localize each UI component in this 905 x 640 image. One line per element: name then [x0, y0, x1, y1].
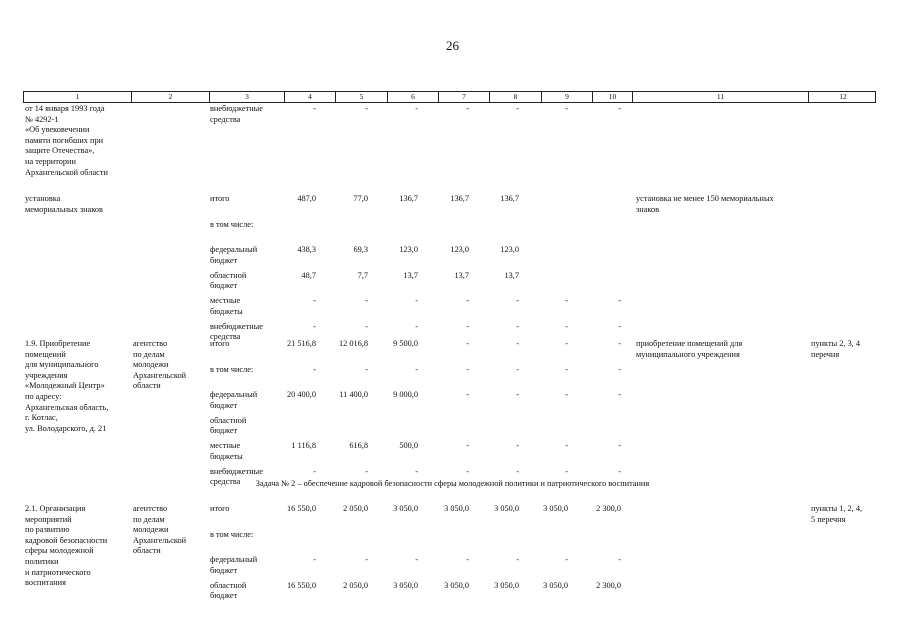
- funding-value-col-5: -: [365, 104, 368, 113]
- funding-value-col-4: -: [313, 555, 316, 564]
- funding-value-col-9: -: [565, 466, 568, 476]
- program-table: [23, 91, 876, 103]
- funding-value-col-7: -: [466, 339, 469, 348]
- funding-value-col-5: 77,0: [353, 194, 368, 203]
- funding-value-col-6: -: [415, 321, 418, 331]
- funding-source-label: федеральный бюджет: [210, 555, 258, 575]
- funding-value-col-10: -: [618, 441, 621, 450]
- funding-value-col-5: -: [365, 364, 368, 374]
- funding-value-col-4: 1 116,8: [291, 441, 316, 450]
- funding-value-col-9: -: [565, 364, 568, 374]
- funding-value-col-6: 500,0: [399, 441, 418, 450]
- funding-value-col-7: 13,7: [454, 270, 469, 280]
- header-col-4: 4: [284, 92, 335, 102]
- funding-value-col-7: -: [466, 555, 469, 564]
- funding-value-col-6: 123,0: [399, 245, 418, 254]
- funding-value-col-6: -: [415, 364, 418, 374]
- funding-value-col-5: 12 016,8: [338, 339, 368, 348]
- funding-value-col-7: 3 050,0: [444, 580, 469, 590]
- funding-value-col-6: -: [415, 296, 418, 305]
- funding-value-col-5: 2 050,0: [343, 580, 368, 590]
- page-number: 26: [446, 38, 459, 53]
- list-reference: пункты 2, 3, 4 перечня: [811, 339, 860, 359]
- funding-value-col-8: 3 050,0: [494, 580, 519, 590]
- funding-value-col-9: -: [565, 296, 568, 305]
- funding-source-label: местные бюджеты: [210, 296, 243, 316]
- funding-value-col-10: 2 300,0: [596, 504, 621, 513]
- funding-value-col-4: -: [313, 296, 316, 305]
- funding-value-col-5: 616,8: [349, 441, 368, 450]
- funding-value-col-8: -: [516, 390, 519, 399]
- funding-value-col-8: -: [516, 555, 519, 564]
- funding-value-col-4: 48,7: [301, 270, 316, 280]
- funding-value-col-6: 3 050,0: [393, 504, 418, 513]
- funding-value-col-6: 3 050,0: [393, 580, 418, 590]
- funding-value-col-5: -: [365, 296, 368, 305]
- funding-source-label: местные бюджеты: [210, 441, 243, 461]
- funding-value-col-6: -: [415, 466, 418, 476]
- funding-value-col-7: 123,0: [450, 245, 469, 254]
- expected-result: приобретение помещений для муниципального учреждения: [636, 339, 743, 359]
- funding-source-label: в том числе:: [210, 219, 254, 229]
- funding-value-col-4: -: [313, 466, 316, 476]
- funding-value-col-4: -: [313, 364, 316, 374]
- funding-value-col-8: -: [516, 364, 519, 374]
- header-col-7: 7: [438, 92, 489, 102]
- header-col-11: 11: [632, 92, 808, 102]
- funding-value-col-4: 487,0: [297, 194, 316, 203]
- funding-value-col-7: -: [466, 104, 469, 113]
- funding-value-col-10: -: [618, 466, 621, 476]
- funding-value-col-10: -: [618, 364, 621, 374]
- list-reference: пункты 1, 2, 4, 5 перечня: [811, 504, 863, 524]
- funding-value-col-5: 2 050,0: [343, 504, 368, 513]
- funding-value-col-9: 3 050,0: [543, 504, 568, 513]
- column-number-header: [23, 91, 876, 103]
- funding-value-col-8: 13,7: [504, 270, 519, 280]
- funding-value-col-7: 3 050,0: [444, 504, 469, 513]
- funding-value-col-5: 11 400,0: [339, 390, 368, 399]
- funding-value-col-10: -: [618, 296, 621, 305]
- funding-value-col-4: 20 400,0: [286, 390, 316, 399]
- funding-source-label: областной бюджет: [210, 415, 247, 436]
- header-col-1: 1: [75, 92, 80, 101]
- funding-value-col-4: 16 550,0: [286, 504, 316, 513]
- funding-value-col-4: -: [313, 321, 316, 331]
- funding-source-label: внебюджетные средства: [210, 104, 263, 124]
- measure-description: 2.1. Организация мероприятий по развитию кадровой безопасности сферы молодежной политики и патриотического воспитания: [25, 504, 108, 588]
- funding-source-label: в том числе:: [210, 529, 254, 539]
- funding-value-col-6: 13,7: [403, 270, 418, 280]
- header-col-10: 10: [592, 92, 632, 102]
- funding-value-col-7: -: [466, 466, 469, 476]
- funding-value-col-8: 136,7: [500, 194, 519, 203]
- measure-description: 1.9. Приобретение помещений для муниципального учреждения «Молодежный Центр» по адресу: Архангельская область, г. Котлас, ул. Володарского, д. 21: [25, 339, 109, 433]
- funding-source-label: итого: [210, 194, 230, 203]
- funding-value-col-9: -: [565, 321, 568, 331]
- funding-value-col-5: -: [365, 555, 368, 564]
- funding-value-col-8: -: [516, 296, 519, 305]
- funding-value-col-7: -: [466, 390, 469, 399]
- funding-value-col-8: 3 050,0: [494, 504, 519, 513]
- funding-value-col-9: -: [565, 104, 568, 113]
- funding-value-col-8: -: [516, 466, 519, 476]
- task-heading: Задача № 2 – обеспечение кадровой безопасности сферы молодежной политики и патриотического воспитания: [255, 479, 650, 488]
- header-col-12: 12: [808, 92, 877, 102]
- funding-value-col-5: -: [365, 321, 368, 331]
- funding-value-col-9: -: [565, 441, 568, 450]
- funding-source-label: внебюджетные средства: [210, 321, 263, 342]
- header-col-6: 6: [387, 92, 438, 102]
- funding-value-col-4: -: [313, 104, 316, 113]
- funding-source-label: внебюджетные средства: [210, 466, 263, 487]
- funding-value-col-7: -: [466, 441, 469, 450]
- funding-source-label: итого: [210, 504, 230, 513]
- header-col-8: 8: [489, 92, 541, 102]
- funding-value-col-7: -: [466, 296, 469, 305]
- funding-value-col-10: -: [618, 104, 621, 113]
- funding-source-label: областной бюджет: [210, 580, 247, 601]
- funding-value-col-6: 136,7: [399, 194, 418, 203]
- funding-value-col-5: 69,3: [353, 245, 368, 254]
- funding-value-col-9: 3 050,0: [543, 580, 568, 590]
- measure-description: от 14 января 1993 года № 4292-1 «Об увековечении памяти погибших при защите Отечества», на территории Архангельской области: [25, 104, 108, 177]
- header-col-2: 2: [131, 92, 209, 102]
- header-col-9: 9: [541, 92, 592, 102]
- funding-value-col-4: 16 550,0: [286, 580, 316, 590]
- funding-value-col-5: -: [365, 466, 368, 476]
- header-col-5: 5: [335, 92, 387, 102]
- funding-value-col-6: -: [415, 104, 418, 113]
- funding-value-col-5: 7,7: [357, 270, 368, 280]
- funding-value-col-6: -: [415, 555, 418, 564]
- funding-value-col-4: 21 516,8: [286, 339, 316, 348]
- funding-source-label: итого: [210, 339, 230, 348]
- funding-value-col-10: -: [618, 321, 621, 331]
- funding-value-col-8: -: [516, 104, 519, 113]
- funding-value-col-10: 2 300,0: [596, 580, 621, 590]
- funding-source-label: областной бюджет: [210, 270, 247, 291]
- funding-value-col-8: -: [516, 441, 519, 450]
- responsible-agency: агентство по делам молодежи Архангельской области: [133, 504, 187, 556]
- responsible-agency: агентство по делам молодежи Архангельской области: [133, 339, 187, 391]
- funding-value-col-7: -: [466, 364, 469, 374]
- funding-value-col-6: 9 000,0: [393, 390, 418, 399]
- funding-value-col-8: 123,0: [500, 245, 519, 254]
- funding-source-label: федеральный бюджет: [210, 245, 258, 265]
- funding-value-col-6: 9 500,0: [393, 339, 418, 348]
- funding-value-col-4: 438,3: [297, 245, 316, 254]
- funding-value-col-7: -: [466, 321, 469, 331]
- funding-value-col-10: -: [618, 555, 621, 564]
- measure-description: установка мемориальных знаков: [25, 194, 103, 214]
- header-col-3: 3: [209, 92, 284, 102]
- funding-value-col-9: -: [565, 390, 568, 399]
- funding-value-col-8: -: [516, 321, 519, 331]
- funding-value-col-10: -: [618, 390, 621, 399]
- funding-source-label: федеральный бюджет: [210, 390, 258, 410]
- funding-value-col-10: -: [618, 339, 621, 348]
- funding-source-label: в том числе:: [210, 364, 254, 374]
- funding-value-col-7: 136,7: [450, 194, 469, 203]
- funding-value-col-9: -: [565, 339, 568, 348]
- expected-result: установка не менее 150 мемориальных знаков: [636, 194, 774, 214]
- funding-value-col-8: -: [516, 339, 519, 348]
- funding-value-col-9: -: [565, 555, 568, 564]
